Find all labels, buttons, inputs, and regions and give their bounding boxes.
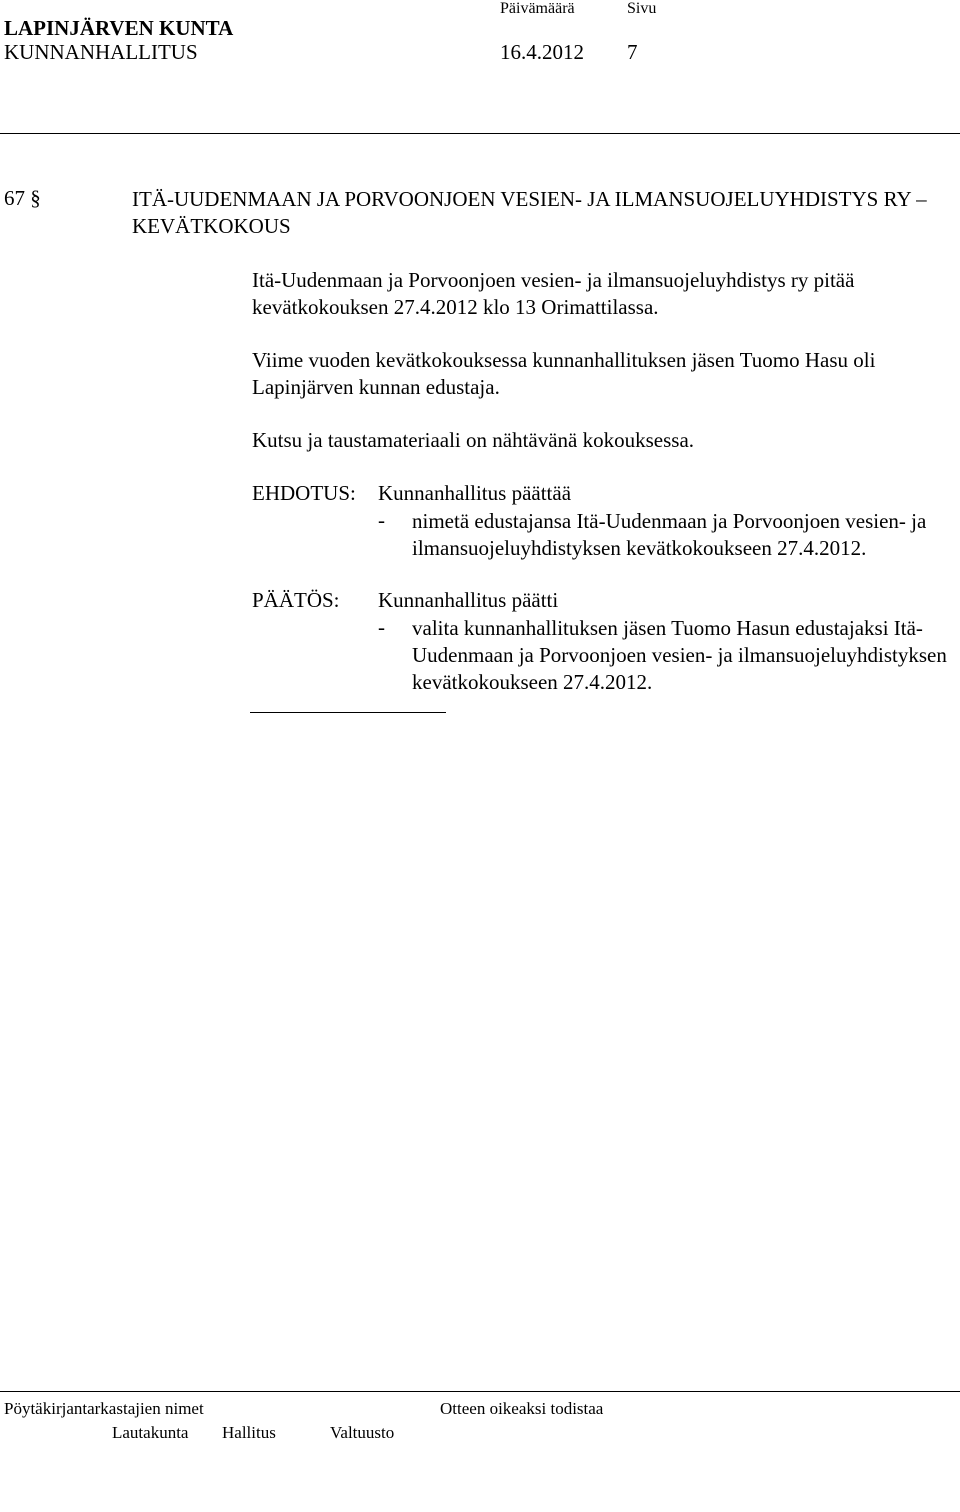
header-divider (0, 133, 960, 134)
footer-divider (0, 1391, 960, 1392)
paragraph-materials: Kutsu ja taustamateriaali on nähtävänä kokouksessa. (252, 428, 695, 452)
certified-label: Otteen oikeaksi todistaa (440, 1399, 604, 1418)
organization-name: LAPINJÄRVEN KUNTA (4, 16, 234, 40)
meeting-date: 16.4.2012 (500, 40, 584, 64)
proposal-item: nimetä edustajansa Itä-Uudenmaan ja Porvoonjoen vesien- ja ilmansuojeluyhdistyksen kevätkokoukseen 27.4.2012. (412, 509, 927, 560)
paragraph-meeting-info: Itä-Uudenmaan ja Porvoonjoen vesien- ja ilmansuojeluyhdistys ry pitää kevätkokouksen 27.4.2012 klo 13 Orimattilassa. (252, 268, 855, 319)
decision-label: PÄÄTÖS: (252, 588, 340, 612)
footer-body-lautakunta: Lautakunta (112, 1423, 189, 1442)
section-end-rule (250, 712, 446, 713)
footer-body-valtuusto: Valtuusto (330, 1423, 395, 1442)
paragraph-previous-representative: Viime vuoden kevätkokouksessa kunnanhallituksen jäsen Tuomo Hasu oli Lapinjärven kunnan edustaja. (252, 348, 876, 399)
date-label: Päivämäärä (500, 0, 575, 17)
decision-intro: Kunnanhallitus päätti (378, 588, 559, 612)
proposal-label: EHDOTUS: (252, 481, 356, 505)
decision-item: valita kunnanhallituksen jäsen Tuomo Hasun edustajaksi Itä-Uudenmaan ja Porvoonjoen vesien- ja ilmansuojeluyhdistyksen kevätkokoukseen 27.4.2012. (412, 616, 947, 694)
page-label: Sivu (627, 0, 657, 17)
reviewers-label: Pöytäkirjantarkastajien nimet (4, 1399, 204, 1418)
decision-dash: - (378, 615, 385, 639)
proposal-dash: - (378, 508, 385, 532)
section-number: 67 § (4, 186, 41, 210)
page-number: 7 (627, 40, 638, 64)
proposal-intro: Kunnanhallitus päättää (378, 481, 572, 505)
section-title: ITÄ-UUDENMAAN JA PORVOONJOEN VESIEN- JA ILMANSUOJELUYHDISTYS RY – KEVÄTKOKOUS (132, 187, 927, 238)
footer-body-hallitus: Hallitus (222, 1423, 276, 1442)
board-name: KUNNANHALLITUS (4, 40, 198, 64)
